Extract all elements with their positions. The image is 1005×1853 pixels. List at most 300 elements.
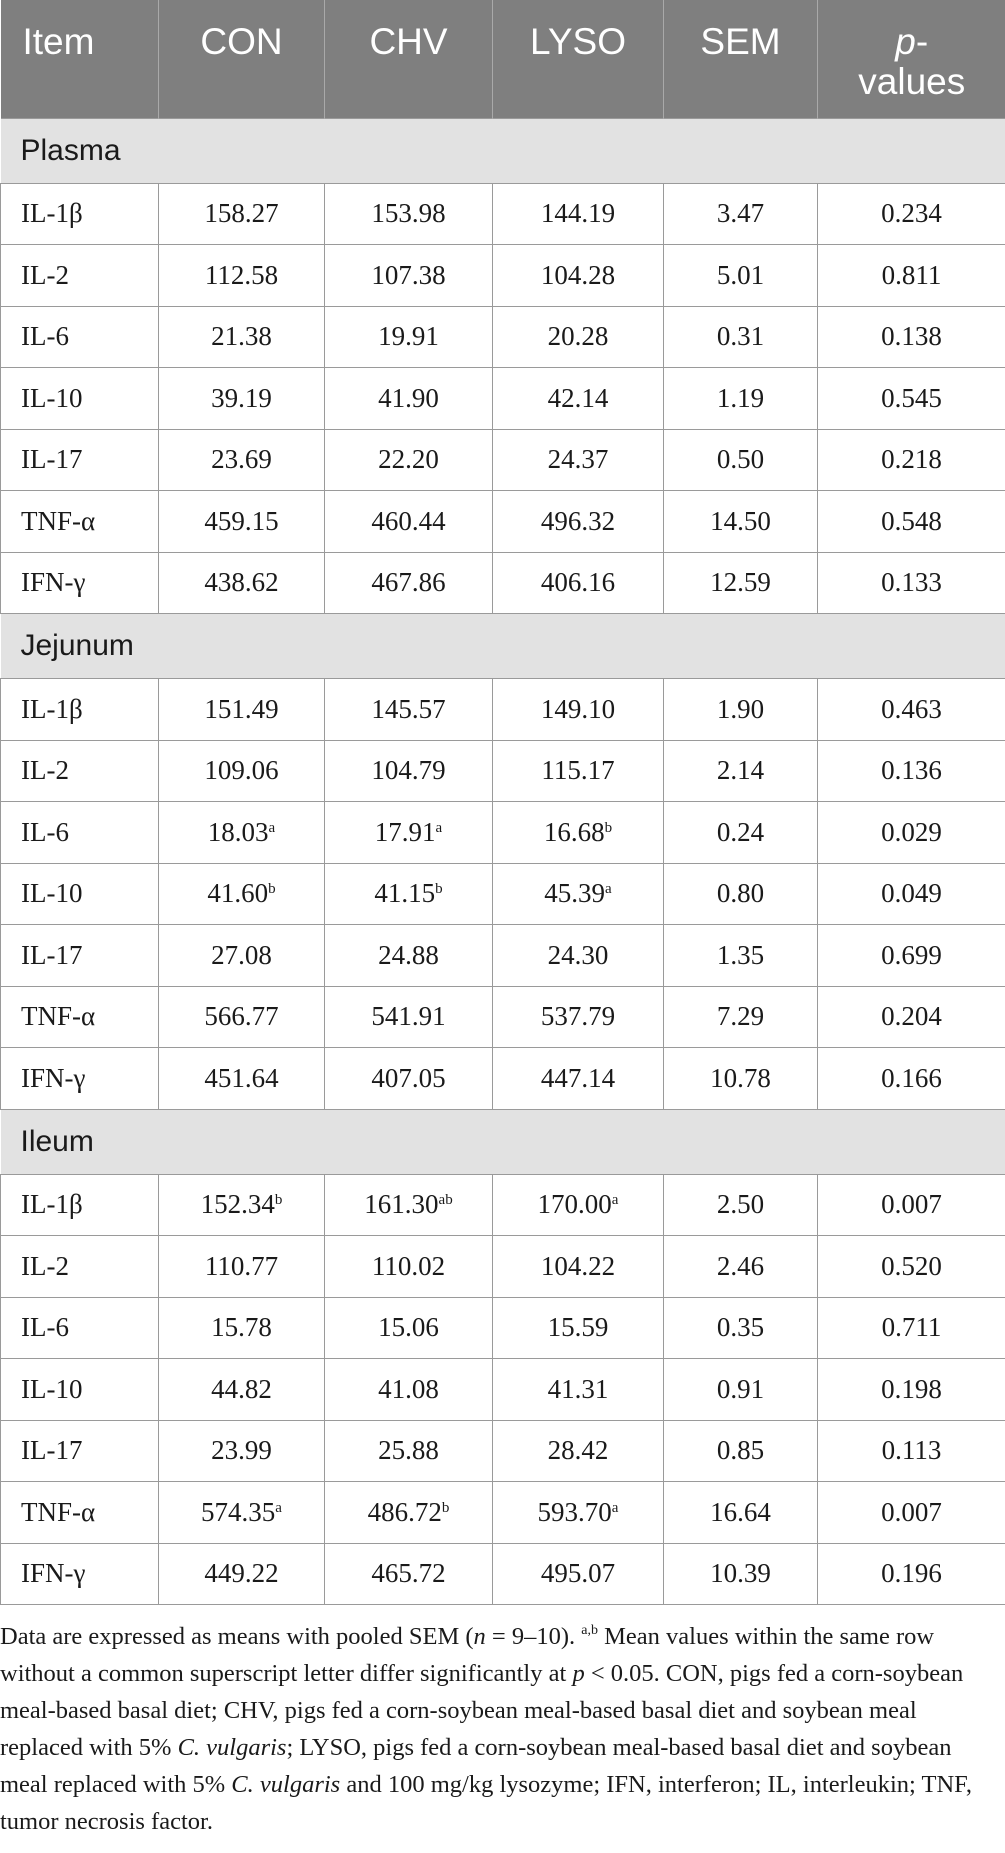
cell-item [1,368,159,430]
cell-p-value [818,368,1005,430]
cell-sem [664,183,818,245]
cell-chv [325,245,493,307]
cell-lyso [493,1174,664,1236]
cell-sem-value: 10.39 [710,1558,771,1589]
cell-chv [325,1420,493,1482]
cell-lyso [493,863,664,925]
cell-con [159,306,325,368]
header-p-dash: - [915,21,929,62]
cell-sem-value: 2.46 [716,1250,765,1281]
cell-lyso [493,740,664,802]
cell-lyso-value: 144.19 [540,198,616,229]
cell-chv-value: 22.20 [378,444,439,475]
cell-p-value [818,1420,1005,1482]
cell-chv-value: 467.86 [371,567,446,598]
cell-lyso [493,925,664,987]
footnote-superscript: a,b [581,1623,598,1638]
cell-lyso-value: 28.42 [547,1435,609,1466]
cell-con-value: 23.99 [211,1435,272,1466]
cell-con [159,802,325,864]
header-con: CON [159,0,325,118]
cell-chv-value: 24.88 [378,939,439,970]
table-row [1,245,1005,307]
cell-p-value-value: 0.234 [881,198,942,229]
cell-sem [664,1048,818,1110]
cell-lyso [493,986,664,1048]
cell-p-value-value: 0.166 [881,1062,942,1093]
cell-sem-value: 14.50 [710,505,771,536]
cell-p-value-value: 0.138 [881,321,942,352]
cell-item-value: IL-1β [21,198,83,229]
cell-lyso [493,1297,664,1359]
cell-sem-value: 0.31 [716,321,765,352]
cell-item-value: TNF-α [21,505,96,536]
cell-item-value: IL-2 [21,1250,69,1281]
cell-item-value: TNF-α [21,1001,96,1032]
cell-lyso [493,552,664,614]
cell-lyso [493,1359,664,1421]
cell-item-value: IL-6 [21,816,69,847]
table-row [1,183,1005,245]
cell-sem [664,429,818,491]
header-chv: CHV [325,0,493,118]
cell-chv-value: 465.72 [371,1558,446,1589]
cell-chv [325,740,493,802]
cell-chv-value: 407.05 [371,1062,446,1093]
cell-con [159,1420,325,1482]
cell-chv [325,491,493,553]
header-p-values-word: values [858,61,966,102]
significance-superscript: a [611,1499,619,1516]
footnote-text-2: = 9–10). [485,1623,582,1650]
cell-p-value [818,245,1005,307]
cell-chv-value: 25.88 [378,1435,439,1466]
table-row [1,925,1005,987]
cell-con [159,863,325,925]
cell-lyso-value: 15.59 [547,1312,609,1343]
cell-lyso-value: 593.70 [537,1496,612,1527]
cell-p-value-value: 0.007 [881,1496,942,1527]
table-row [1,306,1005,368]
cell-p-value [818,429,1005,491]
cell-item-value: IFN-γ [21,1558,86,1589]
cell-sem [664,863,818,925]
cell-con-value: 158.27 [204,198,279,229]
cell-p-value-value: 0.699 [881,939,942,970]
cell-chv [325,306,493,368]
footnote-text-4: < 0.05. CON, pigs fed a corn-soybean meal-based basal diet; CHV, pigs fed a corn-soybean meal-based basal diet and soybean meal replaced with 5% [0,1660,964,1761]
cell-sem-value: 0.91 [716,1373,765,1404]
cell-con [159,1543,325,1605]
cell-sem-value: 0.24 [716,816,765,847]
cell-lyso-value: 170.00 [537,1189,612,1220]
cell-sem [664,1482,818,1544]
cell-con-value: 110.77 [204,1250,279,1281]
cell-item-value: IL-2 [21,259,69,290]
cell-sem [664,1420,818,1482]
cell-con-value: 459.15 [204,505,279,536]
cell-p-value [818,1174,1005,1236]
cell-lyso-value: 24.30 [547,939,609,970]
cell-lyso-value: 537.79 [540,1001,616,1032]
significance-superscript: a [275,1499,282,1516]
cell-con [159,740,325,802]
cell-item [1,1297,159,1359]
cell-sem [664,986,818,1048]
cell-item [1,863,159,925]
cell-item-value: TNF-α [21,1496,96,1527]
cell-sem [664,740,818,802]
cell-item-value: IL-6 [21,321,69,352]
cell-chv [325,552,493,614]
cell-con [159,1482,325,1544]
cell-item [1,491,159,553]
cell-p-value [818,552,1005,614]
cell-lyso [493,1543,664,1605]
cell-p-value [818,740,1005,802]
table-row [1,1174,1005,1236]
cell-p-value-value: 0.049 [881,878,942,909]
section-title: Jejunum [1,614,1005,679]
section-row [1,1109,1005,1174]
cell-con [159,925,325,987]
cell-item [1,802,159,864]
cell-chv-value: 41.08 [378,1373,439,1404]
cell-p-value-value: 0.520 [881,1250,942,1281]
header-p-values [818,0,1005,118]
cell-p-value-value: 0.133 [881,567,942,598]
cell-sem-value: 10.78 [710,1062,771,1093]
cell-p-value [818,863,1005,925]
significance-superscript: ab [438,1192,453,1209]
cell-sem-value: 5.01 [716,259,765,290]
significance-superscript: b [268,881,276,898]
cell-sem-value: 0.85 [716,1435,765,1466]
cell-item [1,1048,159,1110]
table-row [1,1048,1005,1110]
cell-chv [325,1482,493,1544]
cell-chv-value: 107.38 [371,259,446,290]
cell-p-value-value: 0.204 [881,1001,942,1032]
cell-item-value: IL-6 [21,1312,69,1343]
cell-p-value [818,1048,1005,1110]
cell-lyso [493,306,664,368]
cell-lyso-value: 20.28 [547,321,609,352]
cell-con [159,368,325,430]
cell-lyso-value: 24.37 [547,444,609,475]
cell-chv-value: 15.06 [378,1312,439,1343]
significance-superscript: a [605,881,612,898]
cell-sem [664,306,818,368]
cell-chv [325,863,493,925]
cell-p-value-value: 0.029 [881,816,942,847]
cell-con-value: 151.49 [204,693,279,724]
cell-item [1,1482,159,1544]
cell-p-value [818,306,1005,368]
cell-item-value: IL-2 [21,755,69,786]
cell-con [159,552,325,614]
table-footnote [0,1618,985,1840]
cell-con [159,679,325,741]
table-row [1,679,1005,741]
cell-chv-value: 541.91 [371,1001,446,1032]
cell-sem-value: 2.50 [716,1189,765,1220]
cell-sem-value: 0.50 [716,444,765,475]
cell-p-value [818,1236,1005,1298]
significance-superscript: a [435,819,443,836]
cell-con-value: 27.08 [211,939,272,970]
cell-sem [664,679,818,741]
cell-lyso-value: 41.31 [547,1373,609,1404]
cell-p-value-value: 0.198 [881,1373,942,1404]
cell-lyso-value: 447.14 [540,1062,616,1093]
cell-lyso-value: 149.10 [540,693,616,724]
cell-lyso-value: 104.28 [540,259,616,290]
table-body [1,118,1005,1605]
cell-chv [325,925,493,987]
cell-con [159,1048,325,1110]
footnote-species-2: C. vulgaris [231,1771,341,1798]
cell-item [1,925,159,987]
cell-sem [664,245,818,307]
cell-chv [325,183,493,245]
cell-item [1,429,159,491]
cell-lyso-value: 115.17 [541,755,615,786]
cell-sem-value: 3.47 [716,198,765,229]
footnote-text-5: ; LYSO, pigs fed a corn-soybean meal-based basal diet and soybean meal replaced with 5% [0,1734,952,1798]
cell-chv-value: 110.02 [371,1250,446,1281]
cell-lyso-value: 104.22 [540,1250,616,1281]
cell-sem [664,1297,818,1359]
cell-chv [325,1359,493,1421]
cell-lyso [493,183,664,245]
cell-item-value: IFN-γ [21,1062,86,1093]
cell-con-value: 451.64 [204,1062,279,1093]
cell-item [1,986,159,1048]
cell-con-value: 44.82 [211,1373,272,1404]
table-row [1,368,1005,430]
cell-p-value-value: 0.218 [881,444,942,475]
table-row [1,1297,1005,1359]
cell-con-value: 112.58 [204,259,279,290]
cell-sem [664,802,818,864]
section-title: Ileum [1,1109,1005,1174]
cell-lyso-value: 16.68 [543,816,605,847]
cell-chv-value: 17.91 [374,816,436,847]
footnote-n: n [473,1623,486,1650]
cell-chv [325,1048,493,1110]
cell-p-value [818,986,1005,1048]
cell-chv [325,1543,493,1605]
cell-sem-value: 1.90 [716,693,765,724]
cell-con-value: 574.35 [201,1496,276,1527]
cell-chv-value: 145.57 [371,693,446,724]
significance-superscript: b [274,1192,283,1209]
cell-chv-value: 41.15 [374,878,436,909]
footnote-text-3: Mean values within the same row without a common superscript letter differ significantly at [0,1623,935,1687]
cell-chv [325,802,493,864]
cell-con-value: 23.69 [211,444,272,475]
cell-lyso [493,802,664,864]
cell-chv-value: 153.98 [371,198,446,229]
cell-con [159,429,325,491]
cell-p-value-value: 0.136 [881,755,942,786]
cell-p-value [818,183,1005,245]
cell-con-value: 566.77 [204,1001,279,1032]
cell-chv-value: 486.72 [367,1496,442,1527]
cell-chv [325,1297,493,1359]
cell-con-value: 449.22 [204,1558,279,1589]
cell-item [1,740,159,802]
table-row [1,802,1005,864]
table-row [1,1543,1005,1605]
table-row [1,740,1005,802]
section-row [1,614,1005,679]
cell-p-value [818,491,1005,553]
cell-lyso-value: 495.07 [540,1558,616,1589]
cell-chv-value: 41.90 [378,382,439,413]
cell-lyso [493,491,664,553]
cell-chv [325,368,493,430]
cell-sem-value: 0.35 [716,1312,765,1343]
cell-lyso [493,679,664,741]
cell-lyso [493,1236,664,1298]
cell-lyso [493,368,664,430]
cell-chv [325,986,493,1048]
cell-sem [664,1236,818,1298]
cell-lyso-value: 42.14 [547,382,609,413]
footnote-text-1: Data are expressed as means with pooled SEM ( [0,1623,474,1650]
cell-sem-value: 16.64 [710,1496,771,1527]
table-row [1,491,1005,553]
cell-con [159,1359,325,1421]
footnote-p: p [572,1660,585,1687]
cell-chv [325,1174,493,1236]
cell-con [159,1297,325,1359]
table-row [1,1359,1005,1421]
cell-sem-value: 0.80 [716,878,765,909]
table-header [1,0,1005,118]
cell-item [1,1543,159,1605]
significance-superscript: b [441,1499,450,1516]
cell-con-value: 438.62 [204,567,279,598]
cell-item [1,1359,159,1421]
cell-p-value-value: 0.811 [881,259,942,290]
cell-chv-value: 104.79 [371,755,446,786]
cell-item [1,1236,159,1298]
cell-sem [664,1359,818,1421]
cell-p-value [818,1482,1005,1544]
cell-p-value-value: 0.007 [881,1189,942,1220]
cell-sem-value: 1.19 [716,382,765,413]
cell-sem [664,925,818,987]
cell-item [1,245,159,307]
cell-item-value: IL-10 [21,1373,83,1404]
cell-lyso [493,1482,664,1544]
table-row [1,1482,1005,1544]
cell-sem-value: 1.35 [716,939,765,970]
cell-con-value: 21.38 [211,321,272,352]
significance-superscript: b [604,819,613,836]
cell-item [1,679,159,741]
table-row [1,1236,1005,1298]
footnote-species-1: C. vulgaris [177,1734,287,1761]
cell-p-value [818,925,1005,987]
section-title: Plasma [1,118,1005,183]
table-row [1,552,1005,614]
cell-item-value: IL-10 [21,382,83,413]
cell-p-value-value: 0.545 [881,382,942,413]
header-row [1,0,1005,118]
cell-lyso [493,245,664,307]
cell-sem [664,368,818,430]
cell-con [159,491,325,553]
cell-item [1,1174,159,1236]
cell-p-value-value: 0.113 [881,1435,942,1466]
cell-con-value: 41.60 [207,878,269,909]
cell-con-value: 152.34 [200,1189,275,1220]
header-item: Item [22,21,95,62]
cell-con [159,986,325,1048]
table-row [1,1420,1005,1482]
cell-item-value: IFN-γ [21,567,86,598]
cell-con [159,1236,325,1298]
cell-item-value: IL-10 [21,878,83,909]
cell-item-value: IL-17 [21,444,83,475]
cell-p-value-value: 0.548 [881,505,942,536]
table-row [1,986,1005,1048]
cell-lyso [493,1048,664,1110]
cell-lyso [493,429,664,491]
cell-p-value-value: 0.196 [881,1558,942,1589]
cell-item [1,552,159,614]
cell-item-value: IL-17 [21,939,83,970]
footnote-text-6: and 100 mg/kg lysozyme; IFN, interferon; IL, interleukin; TNF, tumor necrosis factor. [0,1771,972,1835]
cell-p-value [818,802,1005,864]
cell-sem-value: 7.29 [716,1001,765,1032]
cell-item [1,1420,159,1482]
cell-chv [325,679,493,741]
cell-con-value: 15.78 [211,1312,272,1343]
table-row [1,429,1005,491]
significance-superscript: b [435,881,443,898]
cell-p-value [818,1297,1005,1359]
cell-chv-value: 19.91 [378,321,439,352]
cell-chv [325,429,493,491]
cell-lyso-value: 45.39 [544,878,606,909]
cell-sem-value: 2.14 [716,755,765,786]
table-row [1,863,1005,925]
cell-item-value: IL-1β [21,1189,83,1220]
section-row [1,118,1005,183]
cell-sem [664,1174,818,1236]
cell-con [159,1174,325,1236]
cell-con-value: 109.06 [204,755,279,786]
cell-p-value [818,1359,1005,1421]
cell-p-value-value: 0.463 [881,693,942,724]
cell-lyso-value: 496.32 [540,505,616,536]
header-p-italic: p [895,21,916,62]
cell-lyso-value: 406.16 [540,567,616,598]
cell-con-value: 18.03 [207,816,269,847]
significance-superscript: a [268,819,276,836]
cell-sem [664,491,818,553]
header-lyso: LYSO [493,0,664,118]
cell-chv-value: 460.44 [371,505,446,536]
cell-lyso [493,1420,664,1482]
cell-item [1,306,159,368]
header-sem: SEM [664,0,818,118]
